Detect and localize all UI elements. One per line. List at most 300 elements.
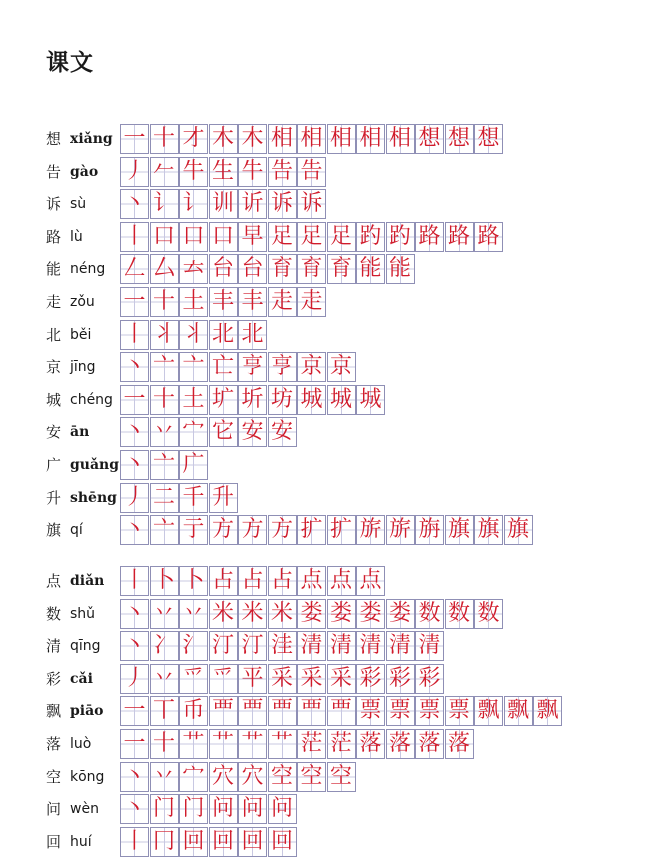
stroke-step-glyph: 相 (270, 126, 293, 151)
stroke-grid-cell (238, 189, 267, 219)
stroke-step-glyph: 覀 (211, 698, 234, 724)
stroke-grid-cell (150, 287, 179, 317)
stroke-step-glyph: 穴 (211, 763, 234, 789)
stroke-step-glyph: 告 (270, 158, 293, 184)
stroke-grid-cell (209, 320, 238, 350)
stroke-grid-cell (150, 827, 179, 857)
stroke-grid-cell (209, 762, 238, 792)
stroke-step-glyph: 丰 (211, 289, 234, 314)
stroke-step-glyph: 回 (182, 828, 205, 854)
stroke-grid-cell (327, 254, 356, 284)
stroke-step-glyph: 回 (270, 828, 293, 854)
stroke-step-glyph: 彩 (418, 665, 441, 691)
stroke-step-glyph: 路 (447, 223, 470, 249)
stroke-grid-cell (238, 664, 267, 694)
stroke-step-glyph: 亠 (152, 517, 175, 543)
pinyin-label: shēng (70, 489, 117, 506)
stroke-grid-cell (297, 124, 326, 154)
stroke-grid-cell (356, 222, 385, 252)
stroke-grid-cell (268, 729, 297, 759)
stroke-grid-cell (327, 515, 356, 545)
stroke-grid-cell (179, 124, 208, 154)
stroke-step-glyph: 数 (418, 600, 441, 626)
stroke-step-glyph: 䜣 (241, 191, 264, 217)
stroke-grid-cell (356, 696, 385, 726)
pinyin-label: xiǎng (70, 131, 113, 147)
stroke-step-glyph: 清 (329, 633, 352, 659)
stroke-grid-cell (150, 320, 179, 350)
stroke-step-glyph: 冫 (152, 633, 175, 659)
stroke-step-glyph: 宀 (182, 419, 205, 445)
stroke-step-glyph: 口 (211, 223, 234, 249)
stroke-step-glyph: 落 (418, 731, 441, 756)
stroke-grid-cell (120, 515, 149, 545)
stroke-step-glyph: 告 (300, 158, 323, 184)
stroke-order-strip (120, 385, 386, 415)
stroke-grid-cell (150, 124, 179, 154)
stroke-step-glyph: 点 (329, 568, 352, 593)
stroke-step-glyph: 清 (300, 633, 323, 659)
stroke-grid-cell (327, 729, 356, 759)
stroke-grid-cell (209, 287, 238, 317)
stroke-step-glyph: 足 (329, 223, 352, 249)
stroke-grid-cell (179, 417, 208, 447)
stroke-step-glyph: 育 (270, 256, 293, 282)
character-label: 落 (46, 735, 62, 753)
stroke-step-glyph: 趵 (388, 223, 411, 249)
stroke-step-glyph: 足 (270, 223, 293, 249)
stroke-grid-cell (356, 631, 385, 661)
stroke-step-glyph: 清 (359, 633, 382, 659)
stroke-step-glyph: 清 (388, 633, 411, 659)
stroke-step-glyph: 丷 (152, 600, 175, 626)
pinyin-label: zǒu (70, 294, 95, 310)
stroke-step-glyph: 育 (329, 256, 352, 282)
stroke-grid-cell (238, 124, 267, 154)
stroke-step-glyph: 丿 (123, 665, 146, 691)
stroke-grid-cell (120, 483, 149, 513)
stroke-grid-cell (297, 515, 326, 545)
stroke-step-glyph: 平 (241, 665, 264, 691)
pinyin-label: ān (70, 424, 90, 441)
stroke-step-glyph: 旂 (388, 517, 411, 543)
stroke-step-glyph: 十 (152, 289, 175, 314)
stroke-step-glyph: 亡 (211, 354, 234, 380)
stroke-grid-cell (238, 631, 267, 661)
stroke-step-glyph: 丬 (152, 321, 175, 347)
stroke-grid-cell (327, 566, 356, 596)
stroke-grid-cell (445, 222, 474, 252)
stroke-step-glyph: 占 (241, 568, 264, 593)
stroke-step-glyph: 城 (359, 386, 382, 412)
stroke-step-glyph: 城 (329, 386, 352, 412)
stroke-step-glyph: 数 (447, 600, 470, 626)
stroke-step-glyph: 占 (211, 568, 234, 593)
stroke-step-glyph: 门 (152, 796, 175, 822)
pinyin-label: luò (70, 736, 92, 752)
stroke-grid-cell (209, 483, 238, 513)
stroke-step-glyph: 丿 (123, 484, 146, 510)
character-label: 点 (46, 572, 62, 590)
stroke-grid-cell (238, 515, 267, 545)
stroke-grid-cell (120, 287, 149, 317)
stroke-grid-cell (268, 599, 297, 629)
stroke-step-glyph: 飘 (477, 698, 500, 724)
stroke-order-strip (120, 124, 504, 154)
stroke-step-glyph: 落 (359, 731, 382, 756)
stroke-grid-cell (356, 515, 385, 545)
stroke-step-glyph: 占 (270, 568, 293, 593)
stroke-grid-cell (120, 254, 149, 284)
stroke-grid-cell (120, 189, 149, 219)
stroke-grid-cell (150, 794, 179, 824)
stroke-grid-cell (356, 599, 385, 629)
character-label: 彩 (46, 669, 62, 688)
stroke-step-glyph: 台 (211, 256, 234, 282)
stroke-step-glyph: 点 (359, 568, 382, 593)
stroke-grid-cell (209, 124, 238, 154)
stroke-step-glyph: 厶 (152, 256, 175, 282)
pinyin-label: diǎn (70, 573, 105, 589)
stroke-step-glyph: 安 (270, 419, 293, 445)
stroke-step-glyph: 一 (123, 126, 146, 151)
stroke-step-glyph: 冂 (152, 828, 175, 854)
stroke-step-glyph: 诉 (270, 191, 293, 217)
pinyin-label: lù (70, 228, 83, 245)
stroke-grid-cell (120, 124, 149, 154)
stroke-step-glyph: 丰 (241, 289, 264, 314)
stroke-step-glyph: 覀 (300, 698, 323, 724)
stroke-grid-cell (297, 157, 326, 187)
stroke-grid-cell (268, 287, 297, 317)
stroke-step-glyph: 数 (477, 600, 500, 626)
stroke-grid-cell (209, 794, 238, 824)
stroke-grid-cell (150, 664, 179, 694)
stroke-step-glyph: 生 (211, 158, 234, 184)
stroke-grid-cell (209, 417, 238, 447)
stroke-grid-cell (415, 729, 444, 759)
stroke-grid-cell (297, 222, 326, 252)
stroke-grid-cell (327, 352, 356, 382)
stroke-grid-cell (268, 254, 297, 284)
stroke-step-glyph: 亨 (270, 354, 293, 380)
stroke-grid-cell (386, 124, 415, 154)
stroke-step-glyph: 育 (300, 256, 323, 282)
stroke-grid-cell (268, 762, 297, 792)
pinyin-label: shǔ (70, 605, 96, 622)
stroke-step-glyph: 诉 (300, 191, 323, 217)
stroke-grid-cell (445, 124, 474, 154)
stroke-grid-cell (297, 762, 326, 792)
stroke-step-glyph: 安 (241, 419, 264, 445)
stroke-grid-cell (150, 222, 179, 252)
stroke-order-strip (120, 631, 445, 661)
stroke-grid-cell (238, 385, 267, 415)
stroke-grid-cell (120, 385, 149, 415)
stroke-step-glyph: 丶 (123, 600, 146, 626)
stroke-order-strip (120, 450, 209, 480)
stroke-grid-cell (150, 515, 179, 545)
stroke-step-glyph: 想 (418, 126, 441, 151)
stroke-grid-cell (356, 385, 385, 415)
stroke-order-strip (120, 729, 474, 759)
stroke-step-glyph: 一 (123, 698, 146, 724)
stroke-step-glyph: 落 (447, 731, 470, 756)
stroke-grid-cell (415, 664, 444, 694)
stroke-grid-cell (179, 222, 208, 252)
stroke-step-glyph: 采 (270, 665, 293, 691)
stroke-step-glyph: 丿 (123, 158, 146, 184)
stroke-step-glyph: 票 (447, 698, 470, 724)
stroke-grid-cell (238, 417, 267, 447)
stroke-grid-cell (356, 729, 385, 759)
stroke-grid-cell (268, 189, 297, 219)
character-label: 诉 (46, 195, 62, 214)
stroke-grid-cell (150, 762, 179, 792)
stroke-step-glyph: 口 (152, 223, 175, 249)
stroke-step-glyph: 相 (300, 126, 323, 151)
pinyin-label: gào (70, 163, 99, 180)
page-title: 课文 (46, 50, 94, 76)
stroke-step-glyph: 丶 (123, 633, 146, 659)
stroke-step-glyph: 北 (211, 321, 234, 347)
stroke-step-glyph: 丶 (123, 796, 146, 822)
stroke-step-glyph: 覀 (241, 698, 264, 724)
stroke-step-glyph: 亠 (152, 354, 175, 380)
stroke-grid-cell (474, 222, 503, 252)
stroke-step-glyph: 十 (152, 126, 175, 151)
stroke-step-glyph: 能 (359, 256, 382, 282)
stroke-step-glyph: 清 (418, 633, 441, 659)
stroke-step-glyph: 趵 (359, 223, 382, 249)
stroke-grid-cell (120, 827, 149, 857)
stroke-step-glyph: 一 (123, 289, 146, 314)
stroke-grid-cell (179, 664, 208, 694)
stroke-grid-cell (386, 599, 415, 629)
stroke-step-glyph: 木 (211, 126, 234, 151)
stroke-grid-cell (445, 515, 474, 545)
character-label: 旗 (46, 521, 62, 540)
stroke-order-strip (120, 696, 563, 726)
stroke-step-glyph: 亨 (241, 354, 264, 380)
stroke-grid-cell (150, 189, 179, 219)
character-label: 路 (46, 227, 62, 246)
pinyin-label: qí (70, 522, 83, 539)
pinyin-label: néng (70, 261, 106, 278)
stroke-grid-cell (327, 664, 356, 694)
pinyin-label: cǎi (70, 670, 93, 687)
stroke-step-glyph: 相 (388, 126, 411, 151)
stroke-grid-cell (120, 762, 149, 792)
stroke-grid-cell (179, 631, 208, 661)
stroke-grid-cell (445, 729, 474, 759)
stroke-grid-cell (415, 696, 444, 726)
stroke-grid-cell (179, 450, 208, 480)
character-label: 走 (46, 293, 62, 311)
stroke-step-glyph: 相 (329, 126, 352, 151)
character-label: 能 (46, 260, 62, 279)
stroke-step-glyph: 丶 (123, 763, 146, 789)
stroke-grid-cell (179, 729, 208, 759)
stroke-grid-cell (179, 566, 208, 596)
stroke-grid-cell (297, 189, 326, 219)
stroke-step-glyph: 京 (300, 354, 323, 380)
stroke-grid-cell (150, 566, 179, 596)
stroke-grid-cell (238, 287, 267, 317)
stroke-step-glyph: 训 (211, 191, 234, 217)
stroke-step-glyph: 问 (211, 796, 234, 822)
stroke-order-strip (120, 599, 504, 629)
stroke-step-glyph: 门 (182, 796, 205, 822)
stroke-step-glyph: 米 (211, 600, 234, 626)
stroke-step-glyph: 城 (300, 386, 323, 412)
pinyin-label: sù (70, 196, 87, 213)
stroke-grid-cell (327, 124, 356, 154)
stroke-step-glyph: 升 (211, 484, 234, 510)
stroke-step-glyph: 丷 (152, 419, 175, 445)
stroke-step-glyph: 茫 (300, 731, 323, 756)
character-label: 飘 (46, 702, 62, 721)
stroke-step-glyph: 娄 (388, 600, 411, 626)
stroke-step-glyph: 氵 (182, 633, 205, 659)
stroke-grid-cell (504, 515, 533, 545)
pinyin-label: chéng (70, 391, 113, 408)
stroke-grid-cell (415, 124, 444, 154)
stroke-grid-cell (179, 483, 208, 513)
stroke-step-glyph: 才 (182, 126, 205, 151)
stroke-step-glyph: 票 (359, 698, 382, 724)
stroke-step-glyph: 十 (152, 386, 175, 412)
stroke-step-glyph: 𠂉 (152, 158, 175, 184)
stroke-step-glyph: 旗 (447, 517, 470, 543)
stroke-grid-cell (268, 157, 297, 187)
stroke-step-glyph: 旗 (506, 517, 529, 543)
stroke-step-glyph: 飘 (506, 698, 529, 724)
stroke-grid-cell (268, 827, 297, 857)
stroke-step-glyph: 十 (152, 731, 175, 756)
stroke-grid-cell (238, 566, 267, 596)
stroke-step-glyph: 卜 (182, 568, 205, 593)
stroke-step-glyph: 落 (388, 731, 411, 756)
stroke-order-strip (120, 417, 297, 447)
stroke-step-glyph: 圻 (241, 386, 264, 412)
stroke-step-glyph: 𠫓 (182, 256, 205, 282)
stroke-grid-cell (504, 696, 533, 726)
stroke-step-glyph: 千 (182, 484, 205, 510)
stroke-order-strip (120, 664, 445, 694)
stroke-grid-cell (297, 729, 326, 759)
stroke-grid-cell (150, 417, 179, 447)
stroke-grid-cell (150, 254, 179, 284)
stroke-grid-cell (120, 696, 149, 726)
stroke-grid-cell (238, 157, 267, 187)
character-label: 回 (46, 832, 62, 851)
stroke-order-strip (120, 287, 327, 317)
character-label: 清 (46, 637, 62, 656)
stroke-grid-cell (150, 352, 179, 382)
stroke-grid-cell (120, 450, 149, 480)
stroke-grid-cell (297, 287, 326, 317)
stroke-grid-cell (120, 417, 149, 447)
stroke-grid-cell (297, 385, 326, 415)
stroke-step-glyph: 𠃋 (123, 256, 146, 282)
stroke-grid-cell (209, 222, 238, 252)
stroke-grid-cell (386, 222, 415, 252)
stroke-grid-cell (386, 515, 415, 545)
stroke-grid-cell (268, 352, 297, 382)
stroke-grid-cell (297, 566, 326, 596)
stroke-step-glyph: 丶 (123, 419, 146, 445)
stroke-step-glyph: 足 (300, 223, 323, 249)
stroke-grid-cell (386, 696, 415, 726)
stroke-step-glyph: 木 (241, 126, 264, 151)
stroke-step-glyph: 汀 (241, 633, 264, 659)
stroke-grid-cell (297, 664, 326, 694)
stroke-grid-cell (150, 696, 179, 726)
stroke-step-glyph: 飘 (536, 698, 559, 724)
character-label: 问 (46, 800, 62, 819)
stroke-grid-cell (327, 762, 356, 792)
stroke-order-strip (120, 352, 356, 382)
stroke-step-glyph: 爫 (182, 665, 205, 691)
stroke-step-glyph: 彩 (359, 665, 382, 691)
stroke-grid-cell (179, 287, 208, 317)
stroke-step-glyph: 讠 (182, 191, 205, 217)
stroke-grid-cell (386, 664, 415, 694)
stroke-step-glyph: 穴 (241, 763, 264, 789)
stroke-grid-cell (268, 631, 297, 661)
stroke-grid-cell (179, 515, 208, 545)
stroke-grid-cell (356, 254, 385, 284)
stroke-grid-cell (209, 631, 238, 661)
stroke-grid-cell (150, 483, 179, 513)
stroke-grid-cell (150, 450, 179, 480)
stroke-step-glyph: 圹 (211, 386, 234, 412)
stroke-step-glyph: 口 (182, 223, 205, 249)
stroke-grid-cell (238, 222, 267, 252)
stroke-step-glyph: 牛 (241, 158, 264, 184)
pinyin-label: piāo (70, 703, 104, 720)
stroke-grid-cell (327, 222, 356, 252)
stroke-grid-cell (415, 515, 444, 545)
stroke-grid-cell (238, 696, 267, 726)
stroke-step-glyph: 丨 (123, 568, 146, 593)
stroke-grid-cell (474, 599, 503, 629)
stroke-step-glyph: 彩 (388, 665, 411, 691)
character-label: 广 (46, 456, 62, 474)
stroke-step-glyph: 土 (182, 386, 205, 412)
stroke-grid-cell (415, 631, 444, 661)
stroke-grid-cell (209, 664, 238, 694)
character-label: 数 (46, 604, 62, 623)
stroke-grid-cell (268, 222, 297, 252)
stroke-grid-cell (474, 696, 503, 726)
stroke-grid-cell (268, 794, 297, 824)
stroke-grid-cell (179, 189, 208, 219)
stroke-order-strip (120, 762, 356, 792)
stroke-grid-cell (209, 566, 238, 596)
stroke-grid-cell (179, 696, 208, 726)
stroke-step-glyph: 丬 (182, 321, 205, 347)
stroke-step-glyph: 艹 (241, 731, 264, 756)
stroke-step-glyph: 问 (241, 796, 264, 822)
stroke-grid-cell (179, 157, 208, 187)
stroke-grid-cell (268, 696, 297, 726)
stroke-grid-cell (238, 794, 267, 824)
stroke-grid-cell (474, 124, 503, 154)
stroke-step-glyph: 问 (270, 796, 293, 822)
stroke-grid-cell (209, 696, 238, 726)
